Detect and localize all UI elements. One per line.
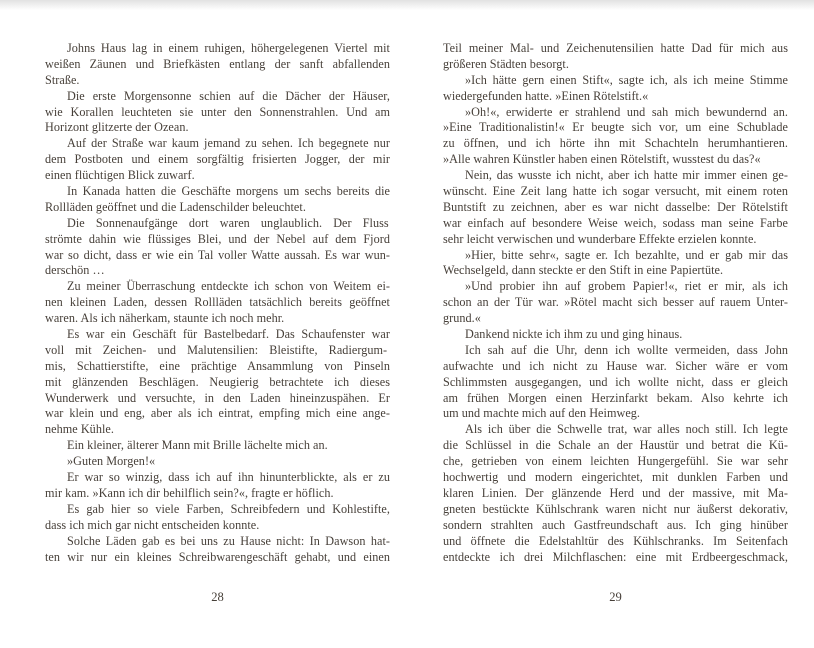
text-line-content: mit glänzenden Beschlägen. Neugierig betrachtete ich dieses [45, 374, 390, 389]
text-line-content: größeren Städten besorgt. [443, 56, 569, 71]
text-line-content: war so dicht, dass er wie ein Tal voller Watte aussah. Es war wun- [45, 247, 390, 262]
text-line-content: Nein, das wusste ich nicht, aber ich hatte mir immer einen ge- [465, 168, 788, 183]
text-line [443, 200, 788, 216]
text-line-content: Straße. [45, 72, 80, 87]
text-line [45, 279, 390, 295]
text-line [45, 216, 390, 232]
text-line [45, 470, 390, 486]
text-line-content: Buntstift zu zeichnen, aber es war nicht dasselbe: Der Rötelstift [443, 199, 788, 214]
text-line [45, 168, 390, 184]
text-line-content: Er war so winzig, dass ich auf ihn hinunterblickte, als er zu [67, 470, 390, 485]
paragraph [45, 41, 390, 89]
text-line-content: Wechselgeld, dann steckte er den Stift in eine Papiertüte. [443, 263, 724, 278]
text-line [45, 502, 390, 518]
paragraph [443, 41, 788, 73]
text-line-content: Auf der Straße war kaum jemand zu sehen. Ich begegnete nur [67, 136, 390, 151]
paragraph [443, 327, 788, 343]
text-line-content: weißen Zäunen und Briefkästen entlang der sanft abfallenden [45, 56, 390, 71]
paragraph [45, 470, 390, 502]
text-line-content: Teil meiner Mal- und Zeichenutensilien hatte Dad für mich aus [443, 41, 788, 55]
text-line-content: einen flüchtigen Blick zuwarf. [45, 168, 195, 183]
text-line-content: waren. Als ich näherkam, staunte ich noch mehr. [45, 311, 285, 326]
text-line [443, 57, 788, 73]
paragraph [443, 168, 788, 247]
text-line-content: aufwachte und ich nicht zu Hause war. Sicher wäre er vom [443, 358, 788, 373]
text-line-content: derschön … [45, 263, 105, 278]
paragraph [45, 502, 390, 534]
text-line [443, 311, 788, 327]
text-line-content: entdeckte ich drei Milchflaschen: eine mit Erdbeergeschmack, [443, 549, 788, 564]
text-line [443, 327, 788, 343]
text-line-content: wiedergefunden hatte. »Einen Rötelstift.« [443, 88, 649, 103]
text-line [45, 89, 390, 105]
text-line-content: sehr leicht verwischen und wunderbare Effekte erzielen konnte. [443, 231, 757, 246]
paragraph [45, 327, 390, 438]
text-line-content: Johns Haus lag in einem ruhigen, höhergelegenen Viertel mit [67, 41, 390, 55]
paragraph [45, 136, 390, 184]
text-line-content: Es war ein Geschäft für Bastelbedarf. Das Schaufenster war [67, 327, 390, 342]
text-line [443, 105, 788, 121]
text-line [45, 105, 390, 121]
text-line-content: klaren Linien. Der glänzende Herd und der massive, mit Ma- [443, 485, 788, 500]
paragraph [443, 105, 788, 169]
text-line [443, 343, 788, 359]
text-line-content: »Hier, bitte sehr«, sagte er. Ich bezahlte, und er gab mir das [465, 247, 788, 262]
text-line [443, 438, 788, 454]
paragraph [45, 438, 390, 454]
text-line-content: um und machte mich auf den Heimweg. [443, 406, 641, 421]
text-line [443, 422, 788, 438]
text-line [443, 152, 788, 168]
page-number-right: 29 [609, 590, 622, 604]
text-line-content: Als ich über die Schwelle trat, war alles noch still. Ich legte [465, 422, 788, 437]
paragraph [443, 248, 788, 280]
text-line [45, 120, 390, 136]
paragraph [45, 279, 390, 327]
text-line [45, 136, 390, 152]
paragraph [45, 454, 390, 470]
text-line-content: dem Postboten und einem sorgfältig frisierten Jogger, der mir [45, 152, 390, 167]
text-line-content: »Und probier ihn auf grobem Papier!«, riet er mir, als ich [465, 279, 788, 294]
text-line [45, 359, 390, 375]
text-line [45, 311, 390, 327]
text-line-content: ten wir nur ein kleines Schreibwarengeschäft gehabt, und einen [45, 549, 390, 564]
text-line [443, 73, 788, 89]
text-line-content: hochwertig und modern eingerichtet, mit dunklen Farben und [443, 470, 788, 485]
text-line-content: strömte dahin wie flüssiges Blei, und der Nebel auf dem Fjord [45, 231, 390, 246]
text-line [45, 343, 390, 359]
text-line-content: Rollläden geöffnet und die Ladenschilder beleuchtet. [45, 199, 306, 214]
text-line [45, 406, 390, 422]
text-line [443, 534, 788, 550]
text-line [45, 232, 390, 248]
paragraph [45, 89, 390, 137]
text-column-right [443, 41, 788, 565]
text-line [443, 550, 788, 566]
text-line [443, 391, 788, 407]
text-line-content: wie Korallen leuchteten sie unter den Sonnenstrahlen. Und am [45, 104, 390, 119]
text-line [443, 295, 788, 311]
text-line-content: wünscht. Eine Zeit lang hatte ich sogar versucht, mit einem roten [443, 184, 788, 199]
text-line [45, 200, 390, 216]
text-line-content: schon an der Tür war. »Rötel macht sich besser auf rauem Unter- [443, 295, 788, 310]
text-line [45, 391, 390, 407]
text-line-content: »Guten Morgen!« [67, 454, 156, 469]
text-line [45, 375, 390, 391]
text-line [443, 279, 788, 295]
text-line [45, 438, 390, 454]
page-right [443, 0, 788, 648]
text-line-content: Die Sonnenaufgänge dort waren unglaublich. Der Fluss [67, 215, 389, 230]
text-line-content: Ein kleiner, älterer Mann mit Brille lächelte mich an. [67, 438, 328, 453]
text-line-content: nen kleinen Laden, dessen Rollläden tatsächlich bereits geöffnet [45, 295, 390, 310]
text-line [45, 486, 390, 502]
text-line-content: In Kanada hatten die Geschäfte morgens um sechs bereits die [67, 184, 390, 199]
text-line-content: Ich sah auf die Uhr, denn ich wollte vermeiden, dass John [465, 342, 788, 357]
text-line-content: zu öffnen, und ich hörte ihn mit Schachteln herumhantieren. [443, 136, 788, 151]
text-line [45, 518, 390, 534]
text-line-content: Wunderwerk und versuchte, in den Laden hineinzuspähen. Er [45, 390, 390, 405]
text-line-content: Horizont glitzerte der Ozean. [45, 120, 189, 135]
text-line [45, 41, 390, 57]
text-line-content: »Eine Traditionalistin!« Er beugte sich vor, um eine Schublade [443, 120, 788, 135]
text-line-content: »Oh!«, erwiderte er strahlend und sah mich bewundernd an. [465, 104, 788, 119]
text-line [443, 486, 788, 502]
text-line-content: »Alle wahren Künstler haben einen Rötelstift, wusstest du das?« [443, 152, 761, 167]
paragraph [443, 73, 788, 105]
text-line-content: Es gab hier so viele Farben, Schreibfedern und Kohlestifte, [67, 501, 390, 516]
text-line [443, 518, 788, 534]
text-line [443, 89, 788, 105]
text-line-content: war klein und eng, aber als ich eintrat, empfing mich eine ange- [45, 406, 390, 421]
text-line-content: Zu meiner Überraschung entdeckte ich schon von Weitem ei- [67, 279, 390, 294]
text-line [443, 168, 788, 184]
paragraph [443, 422, 788, 565]
text-line-content: mir kam. »Kann ich dir behilflich sein?«, fragte er höflich. [45, 485, 334, 500]
text-line [443, 375, 788, 391]
text-line [443, 120, 788, 136]
paragraph [45, 216, 390, 280]
text-line [443, 248, 788, 264]
text-line [443, 406, 788, 422]
text-line [45, 184, 390, 200]
text-line-content: war einfach auf besondere Weise weich, sodass man seine Farbe [443, 215, 788, 230]
text-line [443, 359, 788, 375]
text-line [443, 41, 788, 57]
text-line [45, 327, 390, 343]
text-line [45, 248, 390, 264]
text-line-content: Dankend nickte ich ihm zu und ging hinaus. [465, 327, 683, 342]
text-line [45, 73, 390, 89]
paragraph [45, 534, 390, 566]
page-left [45, 0, 390, 648]
text-line-content: mis, Schattierstifte, eine prächtige Ansammlung von Pinseln [45, 358, 390, 373]
paragraph [45, 184, 390, 216]
text-line [45, 152, 390, 168]
text-line-content: die Schlüssel in die Schale an der Haustür und betrat die Kü- [443, 438, 788, 453]
text-line [443, 184, 788, 200]
text-line [443, 454, 788, 470]
text-line-content: gneten bestückte Kühlschrank waren nicht nur äußerst dekorativ, [443, 501, 788, 516]
text-line [45, 454, 390, 470]
text-line [45, 422, 390, 438]
text-line [443, 263, 788, 279]
text-line [45, 57, 390, 73]
text-line-content: Solche Läden gab es bei uns zu Hause nicht: In Dawson hat- [67, 533, 390, 548]
paragraph [443, 343, 788, 422]
text-line [443, 502, 788, 518]
text-line-content: grund.« [443, 311, 481, 326]
text-line [443, 232, 788, 248]
text-line [45, 295, 390, 311]
text-line [45, 534, 390, 550]
text-line-content: nehme Kühle. [45, 422, 114, 437]
text-line-content: »Ich hätte gern einen Stift«, sagte ich, als ich meine Stimme [465, 72, 788, 87]
text-line [45, 263, 390, 279]
paragraph [443, 279, 788, 327]
text-line-content: che, getrieben von einem leichten Hungergefühl. Sie war sehr [443, 454, 788, 469]
text-line-content: Die erste Morgensonne schien auf die Dächer der Häuser, [67, 88, 390, 103]
text-line-content: und öffnete die Edelstahltür des Kühlschranks. Im Seitenfach [443, 533, 788, 548]
text-line-content: sondern strahlten auch Gastfreundschaft aus. Ich ging hinüber [443, 517, 788, 532]
text-column-left [45, 41, 390, 565]
text-line-content: Schlimmsten ausgegangen, und ich wollte nicht, dass er gleich [443, 374, 788, 389]
text-line [443, 216, 788, 232]
text-line [443, 136, 788, 152]
text-line-content: voll mit Zeichen- und Malutensilien: Bleistifte, Radiergum- [45, 342, 388, 357]
text-line [45, 550, 390, 566]
page-number-left: 28 [211, 590, 224, 604]
text-line-content: dass ich mich gar nicht entscheiden konnte. [45, 517, 260, 532]
text-line [443, 470, 788, 486]
text-line-content: am frühen Morgen einen Herzinfarkt bekam. Also kehrte ich [443, 390, 788, 405]
